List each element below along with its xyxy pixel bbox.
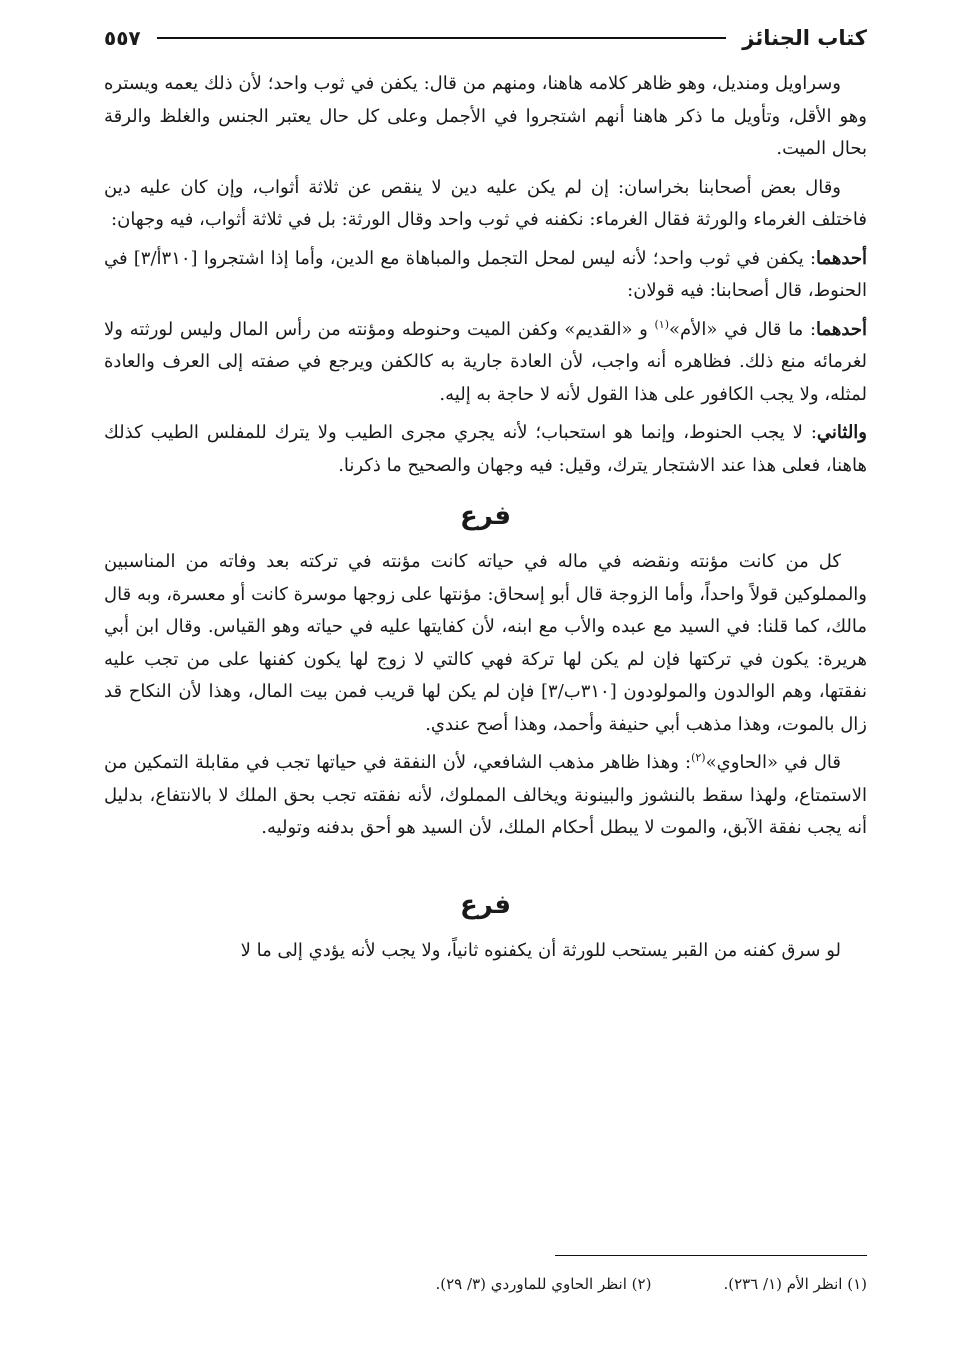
- paragraph-text: وقال بعض أصحابنا بخراسان: إن لم يكن عليه دين لا ينقص عن ثلاثة أثواب، وإن كان عليه دين فاختلف الغرماء والورثة فقال الغرماء: نكفنه في ثوب واحد وقال الورثة: بل في ثلاثة أثواب، فيه وجهان:: [104, 176, 867, 230]
- header-rule: [157, 37, 727, 39]
- paragraph: [104, 172, 867, 237]
- paragraph-text: : لا يجب الحنوط، وإنما هو استحباب؛ لأنه يجري مجرى الطيب ولا يترك للمفلس الطيب كذلك هاهنا، فعلى هذا عند الاشتجار يترك، وقيل: فيه وجهان والصحيح ما ذكرنا.: [104, 422, 867, 476]
- paragraph: [104, 243, 867, 308]
- paragraph: [104, 417, 867, 482]
- paragraph-term: أحدهما: [816, 318, 867, 340]
- paragraph-text-before: قال في «الحاوي»: [705, 752, 842, 773]
- footnote: (١) انظر الأم (١/ ٢٣٦).: [723, 1275, 867, 1293]
- paragraph-text: لو سرق كفنه من القبر يستحب للورثة أن يكفنوه ثانياً، ولا يجب لأنه يؤدي إلى ما لا: [240, 939, 841, 961]
- page-number: ٥٥٧: [104, 26, 141, 50]
- paragraph: [104, 747, 867, 845]
- paragraph-term: أحدهما: [816, 247, 867, 269]
- footnote: (٢) انظر الحاوي للماوردي (٣/ ٢٩).: [435, 1275, 652, 1293]
- footnote-ref: (٢): [691, 751, 706, 764]
- paragraph: [104, 314, 867, 412]
- paragraph: [104, 68, 867, 166]
- paragraph-text: : وهذا ظاهر مذهب الشافعي، لأن النفقة في حياتها تجب في مقابلة التمكين من الاستمتاع، ولهذا سقط بالنشوز والبينونة ويخالف المملوك، لأنه نفقته تجب بحق الملك لا بالانتفاع، بدليل أنه يجب نفقة الآبق، والموت لا يبطل أحكام الملك، لأن السيد هو أحق بدفنه وتوليه.: [104, 752, 867, 838]
- paragraph-text: : يكفن في ثوب واحد؛ لأنه ليس لمحل التجمل والمباهاة مع الدين، وأما إذا اشتجروا [٣١٠أ/٣] في الحنوط، قال أصحابنا: فيه قولان:: [104, 247, 867, 301]
- section-heading: فرع: [460, 889, 511, 920]
- paragraph: [104, 546, 867, 741]
- page-body: [104, 68, 867, 973]
- page-header: [104, 18, 867, 58]
- paragraph: [104, 935, 867, 968]
- paragraph-text: و «القديم» وكفن الميت وحنوطه ومؤنته من رأس المال وليس لورثته ولا لغرمائه منع ذلك. فظاهره أنه واجب، لأن العادة جارية به كالكفن ويرجع في صفته إلى العرف والعادة لمثله، ولا يجب الكافور على هذا القول لأنه لا حاجة به إليه.: [104, 318, 867, 405]
- footnote-rule: [555, 1255, 867, 1256]
- paragraph-text-before: : ما قال في «الأم»: [669, 318, 817, 340]
- footnotes: [104, 1272, 867, 1296]
- running-title: كتاب الجنائز: [742, 26, 867, 50]
- paragraph-text: وسراويل ومنديل، وهو ظاهر كلامه هاهنا، ومنهم من قال: يكفن في ثوب واحد؛ لأن ذلك يعمه ويستره وهو الأقل، وتأويل ما ذكر هاهنا أنهم اشتجروا في الأجمل وعلى كل حال يعتبر الجنس والغلظ والرقة بحال الميت.: [104, 73, 867, 159]
- paragraph-text: كل من كانت مؤنته ونقضه في ماله في حياته كانت مؤنته في تركته بعد وفاته من المناسبين والمملوكين قولاً واحداً، وأما الزوجة قال أبو إسحاق: مؤنتها على زوجها موسرة كانت أو معسرة، وبه قال مالك، كما قلنا: في السيد مع عبده والأب مع ابنه، لأن كفايتها عليه في حياته وهو القياس. وقال ابن أبي هريرة: يكون في تركتها فإن لم يكن لها تركة فهي كالتي لا زوج لها يكون كفنها على من تجب عليه نفقتها، وهم الوالدون والمولودون [٣١٠ب/٣] فإن لم يكن لها قريب فمن بيت المال، وهذا لأن النكاح قد زال بالموت، وهذا مذهب أبي حنيفة وأحمد، وهذا أصح عندي.: [104, 551, 867, 735]
- paragraph-term: والثاني: [816, 422, 867, 443]
- footnote-ref: (١): [654, 317, 669, 331]
- section-heading: فرع: [460, 501, 511, 531]
